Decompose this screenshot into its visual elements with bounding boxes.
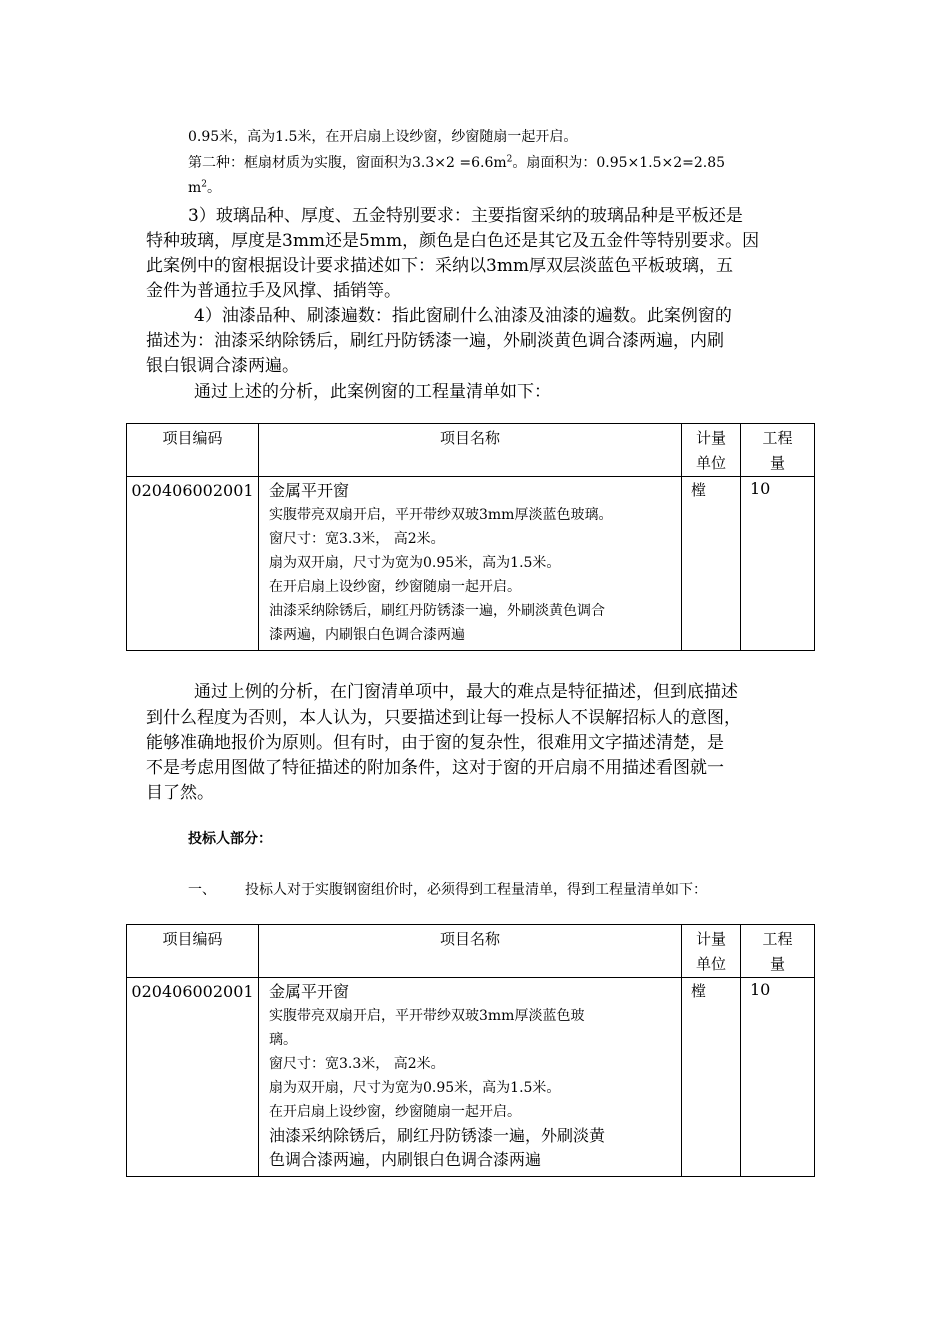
table-row xyxy=(127,978,815,1177)
paragraph-line: 通过上述的分析，此案例窗的工程量清单如下： xyxy=(194,382,551,402)
list-item-number: 一、 xyxy=(188,882,216,898)
paragraph-line: 通过上例的分析，在门窗清单项中，最大的难点是特征描述，但到底描述 xyxy=(194,682,738,702)
superscript: 2 xyxy=(201,179,208,190)
paragraph-line: 0.95米，高为1.5米，在开启扇上设纱窗，纱窗随扇一起开启。 xyxy=(188,129,578,145)
paragraph-line: 描述为：油漆采纳除锈后，刷红丹防锈漆一遍，外刷淡黄色调合漆两遍，内刷 xyxy=(146,331,724,351)
description-line: 璃。 xyxy=(269,1032,297,1048)
description-line: 油漆采纳除锈后，刷红丹防锈漆一遍，外刷淡黄 xyxy=(269,1126,606,1145)
item-quantity: 10 xyxy=(741,477,815,651)
item-unit: 樘 xyxy=(682,477,741,651)
paragraph-line xyxy=(188,177,221,197)
bill-of-quantities-table xyxy=(126,924,815,1177)
description-line: 色调合漆两遍，内刷银白色调合漆两遍 xyxy=(269,1150,542,1169)
item-quantity: 10 xyxy=(741,978,815,1177)
paragraph-line: 到什么程度为否则，本人认为，只要描述到让每一投标人不误解招标人的意图， xyxy=(146,708,741,728)
header-qty-line: 量 xyxy=(769,454,785,472)
paragraph-line xyxy=(188,152,725,172)
description-line: 在开启扇上设纱窗，纱窗随扇一起开启。 xyxy=(269,1104,521,1120)
header-qty xyxy=(741,424,815,477)
item-code: 020406002001 xyxy=(127,978,259,1177)
paragraph-line: 金件为普通拉手及风撑、插销等。 xyxy=(146,281,401,301)
table-header-row xyxy=(127,424,815,477)
paragraph-line: 目了然。 xyxy=(146,783,214,803)
description-line: 窗尺寸：宽3.3米， 高2米。 xyxy=(269,1056,445,1072)
table-row xyxy=(127,477,815,651)
bill-of-quantities-table xyxy=(126,423,815,651)
description-line: 实腹带亮双扇开启，平开带纱双玻3mm厚淡蓝色玻璃。 xyxy=(269,507,613,523)
section-title: 投标人部分： xyxy=(188,831,272,847)
description-line: 实腹带亮双扇开启，平开带纱双玻3mm厚淡蓝色玻 xyxy=(269,1008,585,1024)
description-line: 油漆采纳除锈后，刷红丹防锈漆一遍，外刷淡黄色调合 xyxy=(269,603,605,619)
header-unit-line: 单位 xyxy=(695,454,726,472)
paragraph-line: 银白银调合漆两遍。 xyxy=(146,356,299,376)
description-line: 扇为双开扇，尺寸为宽为0.95米，高为1.5米。 xyxy=(269,1080,561,1096)
paragraph-line: 3）玻璃品种、厚度、五金特别要求：主要指窗采纳的玻璃品种是平板还是 xyxy=(188,206,743,226)
text-run: 第二种：框扇材质为实腹，窗面积为3.3×2 =6.6m xyxy=(188,155,507,171)
superscript: 2 xyxy=(506,154,513,165)
paragraph-line: 此案例中的窗根据设计要求描述如下：采纳以3mm厚双层淡蓝色平板玻璃，五 xyxy=(146,256,734,276)
paragraph-line: 不是考虑用图做了特征描述的附加条件，这对于窗的开启扇不用描述看图就一 xyxy=(146,758,724,778)
header-qty-line: 工程 xyxy=(762,429,793,447)
description-line: 金属平开窗 xyxy=(269,982,350,1001)
header-qty-line: 工程 xyxy=(762,930,793,948)
table-header-row xyxy=(127,925,815,978)
header-unit-line: 单位 xyxy=(695,955,726,973)
item-description xyxy=(259,978,682,1177)
description-line: 窗尺寸：宽3.3米， 高2米。 xyxy=(269,531,445,547)
list-item-text: 投标人对于实腹钢窗组价时，必须得到工程量清单，得到工程量清单如下： xyxy=(245,882,707,898)
item-description xyxy=(259,477,682,651)
header-unit-line: 计量 xyxy=(695,429,726,447)
item-code: 020406002001 xyxy=(127,477,259,651)
text-run: 。 xyxy=(207,180,222,196)
text-run: 。扇面积为：0.95×1.5×2=2.85 xyxy=(512,155,726,171)
header-unit xyxy=(682,925,741,978)
header-unit xyxy=(682,424,741,477)
paragraph-line: 4）油漆品种、刷漆遍数：指此窗刷什么油漆及油漆的遍数。此案例窗的 xyxy=(194,306,732,326)
paragraph-line: 能够准确地报价为原则。但有时，由于窗的复杂性，很难用文字描述清楚，是 xyxy=(146,733,724,753)
header-unit-line: 计量 xyxy=(695,930,726,948)
description-line: 在开启扇上设纱窗，纱窗随扇一起开启。 xyxy=(269,579,521,595)
description-line: 漆两遍，内刷银白色调合漆两遍 xyxy=(269,627,465,643)
paragraph-line: 特种玻璃，厚度是3mm还是5mm，颜色是白色还是其它及五金件等特别要求。因 xyxy=(146,231,760,251)
header-code: 项目编码 xyxy=(127,424,259,477)
header-name: 项目名称 xyxy=(259,424,682,477)
header-qty-line: 量 xyxy=(769,955,785,973)
description-line: 扇为双开扇，尺寸为宽为0.95米，高为1.5米。 xyxy=(269,555,561,571)
item-unit: 樘 xyxy=(682,978,741,1177)
header-code: 项目编码 xyxy=(127,925,259,978)
header-qty xyxy=(741,925,815,978)
description-line: 金属平开窗 xyxy=(269,481,350,500)
header-name: 项目名称 xyxy=(259,925,682,978)
text-run: m xyxy=(188,180,202,196)
